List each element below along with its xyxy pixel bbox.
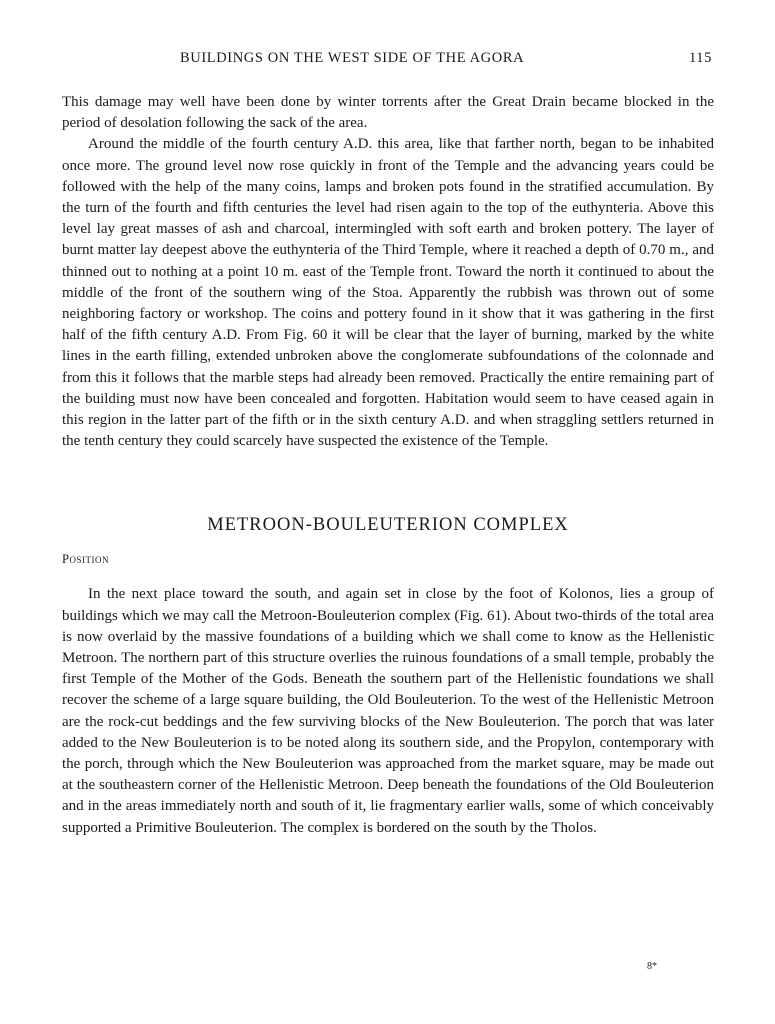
body-paragraph-2: Around the middle of the fourth century A.D. this area, like that farther north, began to be inhabited once more. The ground level now rose quickly in front of the Temple and the advancing years could be followed with the help of the many coins, lamps and broken pots found in the stratified accumulation. By the turn of the fourth and fifth centuries the level had risen again to the top of the euthynteria. Above this level lay great masses of ash and charcoal, intermingled with soft earth and broken pottery. The layer of burnt matter lay deepest above the euthynteria of the Third Temple, where it reached a depth of 0.70 m., and thinned out to nothing at a point 10 m. east of the Temple front. Toward the north it continued to about the middle of the front of the southern wing of the Stoa. Apparently the rubbish was thrown out of some neighboring factory or workshop. The coins and pottery found in it show that it was gathering in the first half of the fifth century A.D. From Fig. 60 it will be clear that the layer of burning, marked by the white lines in the earth filling, extended unbroken above the conglomerate subfoundations of the colonnade and from this it follows that the marble steps had already been removed. Practically the entire remaining part of the building must now have been concealed and forgotten. Habitation would seem to have ceased again in this region in the latter part of the fifth or in the sixth century A.D. and when straggling settlers returned in the tenth century they could scarcely have suspected the existence of the Temple. — [62, 136, 714, 450]
body-paragraph-1: This damage may well have been done by winter torrents after the Great Drain became blocked in the period of desolation following the sack of the area. — [62, 94, 714, 132]
section-subheading: Position — [62, 552, 109, 567]
signature-mark: 8* — [647, 961, 657, 972]
section-title: METROON-BOULEUTERION COMPLEX — [207, 515, 569, 536]
running-head-title: BUILDINGS ON THE WEST SIDE OF THE AGORA — [180, 50, 525, 66]
page-number: 115 — [688, 50, 712, 66]
running-head — [62, 50, 714, 72]
section-paragraph-1: In the next place toward the south, and again set in close by the foot of Kolonos, lies a group of buildings which we may call the Metroon-Bouleuterion complex (Fig. 61). About two-thirds of the total area is now overlaid by the massive foundations of a building which we shall come to know as the Hellenistic Metroon. The northern part of this structure overlies the ruinous foundations of a small temple, probably the first Temple of the Mother of the Gods. Beneath the southern part of the Hellenistic foundations we shall recover the scheme of a large square building, the Old Bouleuterion. To the west of the Hellenistic Metroon are the rock-cut beddings and the few surviving blocks of the New Bouleuterion. The porch that was later added to the New Bouleuterion is to be noted along its southern side, and the Propylon, contemporary with the porch, through which the New Bouleuterion was approached from the market square, may be made out at the southeastern corner of the Hellenistic Metroon. Deep beneath the foundations of the Old Bouleuterion and in the areas immediately north and south of it, lie fragmentary earlier walls, some of which conceivably supported a Primitive Bouleuterion. The complex is bordered on the south by the Tholos. — [62, 586, 714, 836]
page — [62, 50, 714, 839]
